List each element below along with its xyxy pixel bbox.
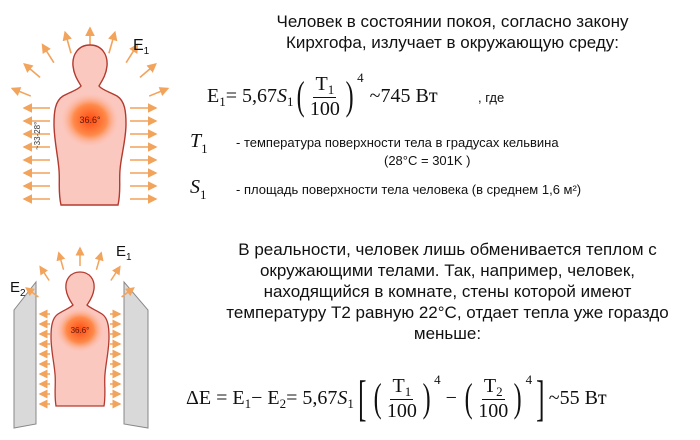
intro-paragraph: [205, 11, 700, 53]
left-wall: [14, 282, 36, 428]
formula-de-den1: 100: [386, 399, 417, 422]
intro-line-1: Человек в состоянии покоя, согласно закону: [276, 12, 629, 31]
heat-ray-arrow: [40, 267, 49, 281]
s1-symbol: $S_1$: [190, 176, 207, 202]
formula-e1-power: 4: [357, 70, 364, 85]
heat-ray-arrow: [96, 253, 101, 270]
formula-de-constant: = 5,67: [286, 386, 338, 409]
heat-ray-arrow: [109, 32, 115, 53]
exchange-line-1: В реальности, человек лишь обменивается теплом с: [238, 240, 657, 259]
figure-person-between-walls: [0, 228, 180, 435]
exchange-line-5: меньше:: [413, 324, 482, 343]
formula-e1-lhs: E: [207, 84, 220, 107]
right-wall: [124, 282, 148, 428]
formula-e1-lparen: (: [296, 73, 305, 118]
heat-ray-arrow: [111, 267, 120, 281]
formula-de-rbracket: ]: [536, 370, 545, 426]
formula-de-lhs-sub: 1: [244, 396, 252, 411]
formula-de-den2: 100: [478, 399, 509, 422]
formula-de-lbracket: [: [358, 370, 367, 426]
formula-e1-area-sub: 1: [287, 94, 294, 109]
formula-de-minus: − E: [251, 386, 280, 409]
formula-de-num2-sub: 2: [496, 383, 503, 399]
formula-e1-area: S: [277, 84, 287, 107]
formula-de-area-sub: 1: [347, 396, 354, 411]
formula-de-power-1: 4: [434, 372, 441, 387]
formula-de-fraction-1: [385, 376, 419, 421]
formula-de-minus-sign: −: [445, 386, 457, 409]
where-label: , где: [478, 90, 505, 105]
e2-label: $E_2$: [10, 279, 26, 299]
formula-e1: [207, 64, 438, 128]
formula-e1-rparen: ): [345, 73, 354, 118]
formula-e1-result: ~745 Вт: [369, 84, 438, 107]
radiating-person-illustration: [0, 0, 180, 215]
formula-de-power-2: 4: [525, 372, 533, 387]
formula-de-rparen-1: ): [422, 375, 431, 420]
heat-ray-arrow: [43, 45, 54, 63]
heat-ray-arrow: [59, 253, 64, 270]
formula-de-result: ~55 Вт: [548, 386, 607, 409]
formula-e1-constant: = 5,67: [225, 84, 277, 107]
formula-de-num1-sub: 1: [404, 383, 412, 399]
exchange-line-3: находящийся в комнате, стены которой имеют: [263, 282, 632, 301]
s1-description: - площадь поверхности тела человека (в среднем 1,6 м²): [236, 182, 582, 197]
exchange-paragraph: [195, 239, 700, 344]
formula-e1-num-sub: 1: [327, 81, 335, 97]
formula-de-rparen-2: ): [513, 375, 522, 420]
t1-note: (28°C = 301K ): [384, 153, 471, 168]
figure-radiating-person: [0, 0, 180, 215]
core-temperature-label-2: 36.6°: [70, 326, 90, 335]
e1-label-bottom: $E_1$: [116, 243, 132, 263]
formula-de-minus-sub: 2: [279, 396, 287, 411]
formula-e1-den: 100: [309, 97, 340, 120]
formula-de-area: S: [337, 386, 348, 409]
formula-de-num2: T: [483, 374, 497, 397]
e1-label-top: $E_1$: [133, 37, 150, 57]
formula-e1-fraction: [308, 74, 342, 119]
intro-line-2: Кирхгофа, излучает в окружающую среду:: [285, 33, 620, 52]
formula-de-lhs: ΔE = E: [186, 386, 245, 409]
formula-delta-e: [186, 366, 607, 430]
heat-ray-arrow: [12, 89, 31, 97]
heat-ray-arrow: [65, 32, 71, 53]
skin-temperature-label: ~33-28°: [33, 121, 42, 150]
heat-ray-arrow: [149, 89, 168, 97]
heat-ray-arrow: [140, 64, 156, 77]
formula-de-fraction-2: [476, 376, 510, 421]
core-temperature-label: 36.6°: [79, 115, 101, 125]
formula-de-num1: T: [392, 374, 405, 397]
person-between-walls-illustration: [0, 228, 180, 435]
exchange-line-2: окружающими телами. Так, например, человек,: [259, 261, 636, 280]
t1-symbol: $T_1$: [190, 130, 208, 156]
formula-e1-num: T: [315, 72, 328, 95]
exchange-line-4: температуру Т2 равную 22°С, отдает тепла уже гораздо: [226, 303, 669, 322]
heat-ray-arrow: [24, 64, 40, 77]
formula-e1-lhs-sub: 1: [219, 94, 226, 109]
t1-description: - температура поверхности тела в градусах кельвина: [236, 135, 559, 150]
formula-de-lparen-1: (: [373, 375, 382, 420]
formula-de-lparen-2: (: [464, 375, 473, 420]
